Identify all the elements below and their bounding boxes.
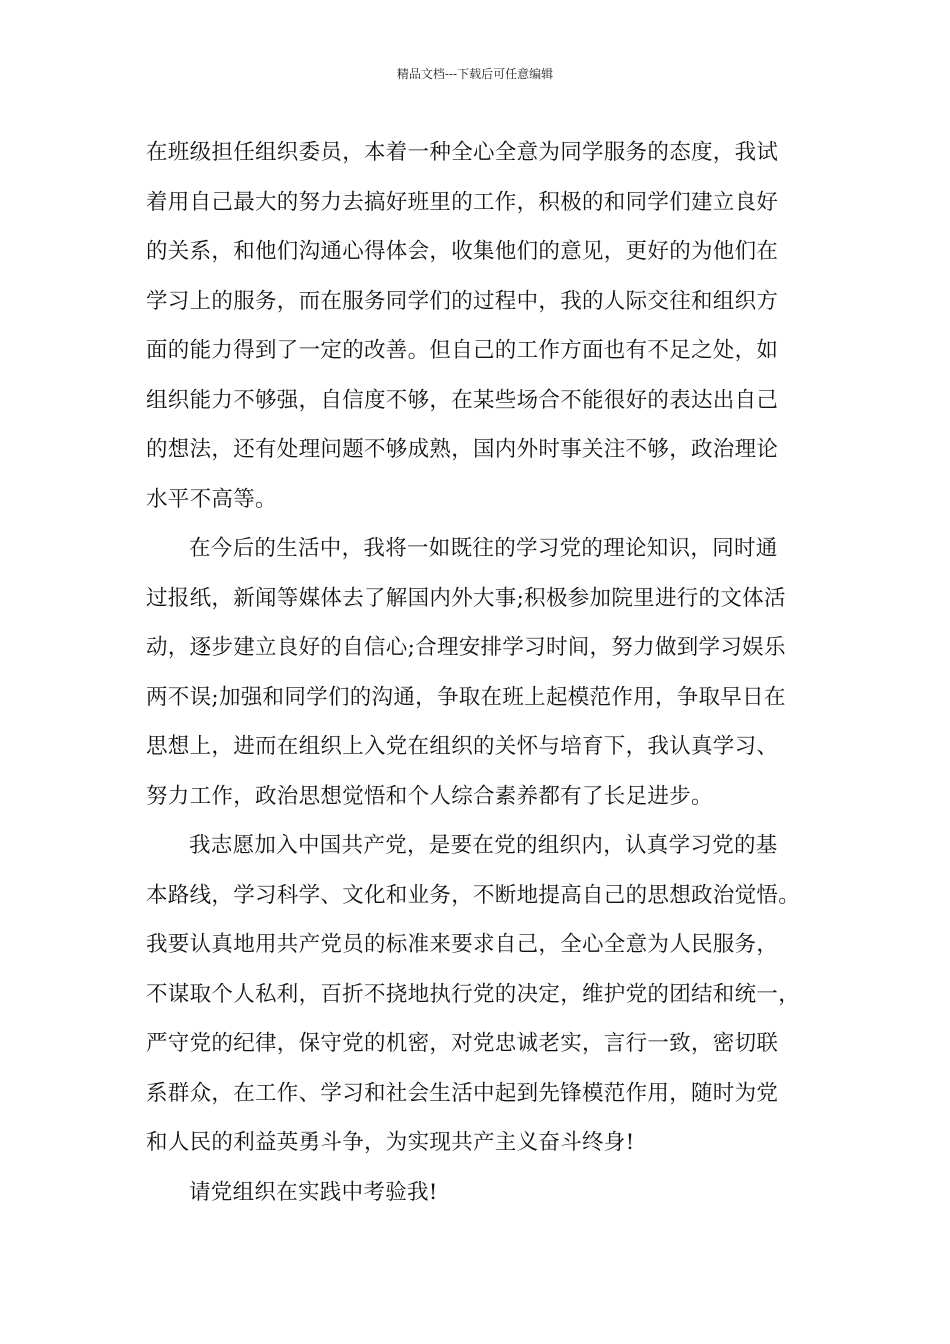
text-line: 本路线，学习科学、文化和业务，不断地提高自己的思想政治觉悟。 [146,882,801,908]
paragraph-1 [146,128,832,524]
document-body [146,128,832,1217]
text-line: 我要认真地用共产党员的标准来要求自己，全心全意为人民服务， [146,932,779,957]
text-line: 和人民的利益英勇斗争，为实现共产主义奋斗终身! [146,1130,635,1155]
page-header: 精品文档---下载后可任意编辑 [396,67,554,81]
text-line: 系群众，在工作、学习和社会生活中起到先锋模范作用，随时为党 [146,1080,779,1106]
text-line: 严守党的纪律，保守党的机密，对党忠诚老实，言行一致，密切联 [146,1031,779,1056]
text-line: 着用自己最大的努力去搞好班里的工作，积极的和同学们建立良好 [146,189,779,215]
text-line: 水平不高等。 [146,486,277,512]
text-line: 组织能力不够强，自信度不够，在某些场合不能很好的表达出自己 [146,387,779,413]
text-line: 思想上，进而在组织上入党在组织的关怀与培育下，我认真学习、 [146,734,779,759]
text-line: 在班级担任组织委员，本着一种全心全意为同学服务的态度，我试 [146,140,779,165]
text-line: 努力工作，政治思想觉悟和个人综合素养都有了长足进步。 [146,783,713,809]
text-line: 过报纸，新闻等媒体去了解国内外大事;积极参加院里进行的文体活 [146,585,786,611]
text-line: 两不误;加强和同学们的沟通，争取在班上起模范作用，争取早日在 [146,684,786,710]
paragraph-3 [146,821,832,1168]
text-line: 请党组织在实践中考验我! [189,1179,438,1205]
text-line: 在今后的生活中，我将一如既往的学习党的理论知识，同时通 [189,536,778,561]
text-line: 的想法，还有处理问题不够成熟，国内外时事关注不够，政治理论 [146,437,779,462]
text-line: 学习上的服务，而在服务同学们的过程中，我的人际交往和组织方 [146,288,779,314]
text-line: 动，逐步建立良好的自信心;合理安排学习时间，努力做到学习娱乐 [146,635,786,660]
text-line: 的关系，和他们沟通心得体会，收集他们的意见，更好的为他们在 [146,239,779,264]
text-line: 我志愿加入中国共产党，是要在党的组织内，认真学习党的基 [189,833,778,858]
paragraph-4 [146,1168,832,1218]
paragraph-2 [146,524,832,821]
text-line: 面的能力得到了一定的改善。但自己的工作方面也有不足之处，如 [146,338,779,363]
text-line: 不谋取个人私利，百折不挠地执行党的决定，维护党的团结和统一， [146,981,801,1007]
